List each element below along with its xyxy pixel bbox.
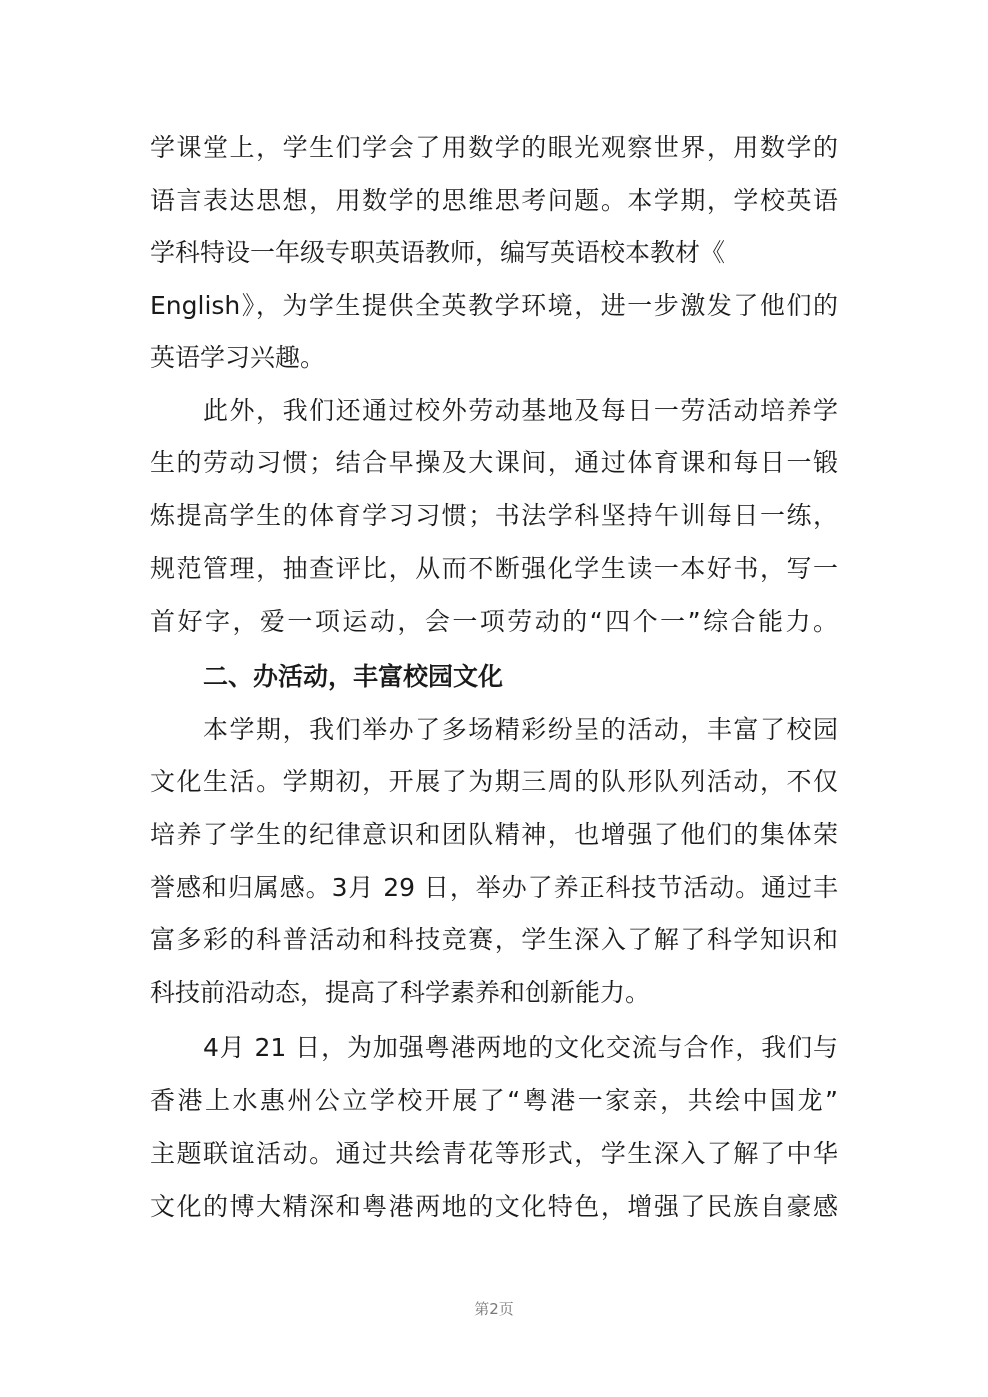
paragraph-line: 英语学习兴趣。	[150, 343, 326, 372]
page-number: 第2页	[474, 1300, 514, 1318]
paragraph-line: 此外，我们还通过校外劳动基地及每日一劳活动培养学	[203, 396, 838, 425]
paragraph-line: 炼提高学生的体育学习习惯；书法学科坚持午训每日一练，	[150, 501, 838, 530]
paragraph-line: 主题联谊活动。通过共绘青花等形式，学生深入了解了中华	[150, 1139, 838, 1168]
paragraph-line: 4月 21 日，为加强粤港两地的文化交流与合作，我们与	[203, 1033, 838, 1062]
paragraph-line: English》，为学生提供全英教学环境，进一步激发了他们的	[150, 291, 838, 320]
paragraph-line: 语言表达思想，用数学的思维思考问题。本学期，学校英语	[150, 186, 838, 215]
paragraph-line: 首好字，爱一项运动，会一项劳动的“四个一”综合能力。	[150, 607, 838, 636]
paragraph-line: 培养了学生的纪律意识和团队精神，也增强了他们的集体荣	[150, 820, 838, 849]
paragraph-line: 文化生活。学期初，开展了为期三周的队形队列活动，不仅	[150, 767, 838, 796]
paragraph-line: 文化的博大精深和粤港两地的文化特色，增强了民族自豪感	[150, 1192, 838, 1221]
paragraph-line: 香港上水惠州公立学校开展了“粤港一家亲，共绘中国龙”	[150, 1086, 838, 1115]
paragraph-line: 富多彩的科普活动和科技竞赛，学生深入了解了科学知识和	[150, 925, 838, 954]
paragraph-line: 规范管理，抽查评比，从而不断强化学生读一本好书，写一	[150, 554, 838, 583]
paragraph-line: 誉感和归属感。3月 29 日，举办了养正科技节活动。通过丰	[150, 873, 838, 902]
section-heading: 二、办活动，丰富校园文化	[203, 662, 504, 691]
paragraph-line: 生的劳动习惯；结合早操及大课间，通过体育课和每日一锻	[150, 448, 838, 477]
paragraph-line: 学科特设一年级专职英语教师，编写英语校本教材《	[150, 238, 726, 267]
paragraph-line: 本学期，我们举办了多场精彩纷呈的活动，丰富了校园	[203, 715, 838, 744]
paragraph-line: 学课堂上，学生们学会了用数学的眼光观察世界，用数学的	[150, 133, 838, 162]
paragraph-line: 科技前沿动态，提高了科学素养和创新能力。	[150, 978, 651, 1007]
